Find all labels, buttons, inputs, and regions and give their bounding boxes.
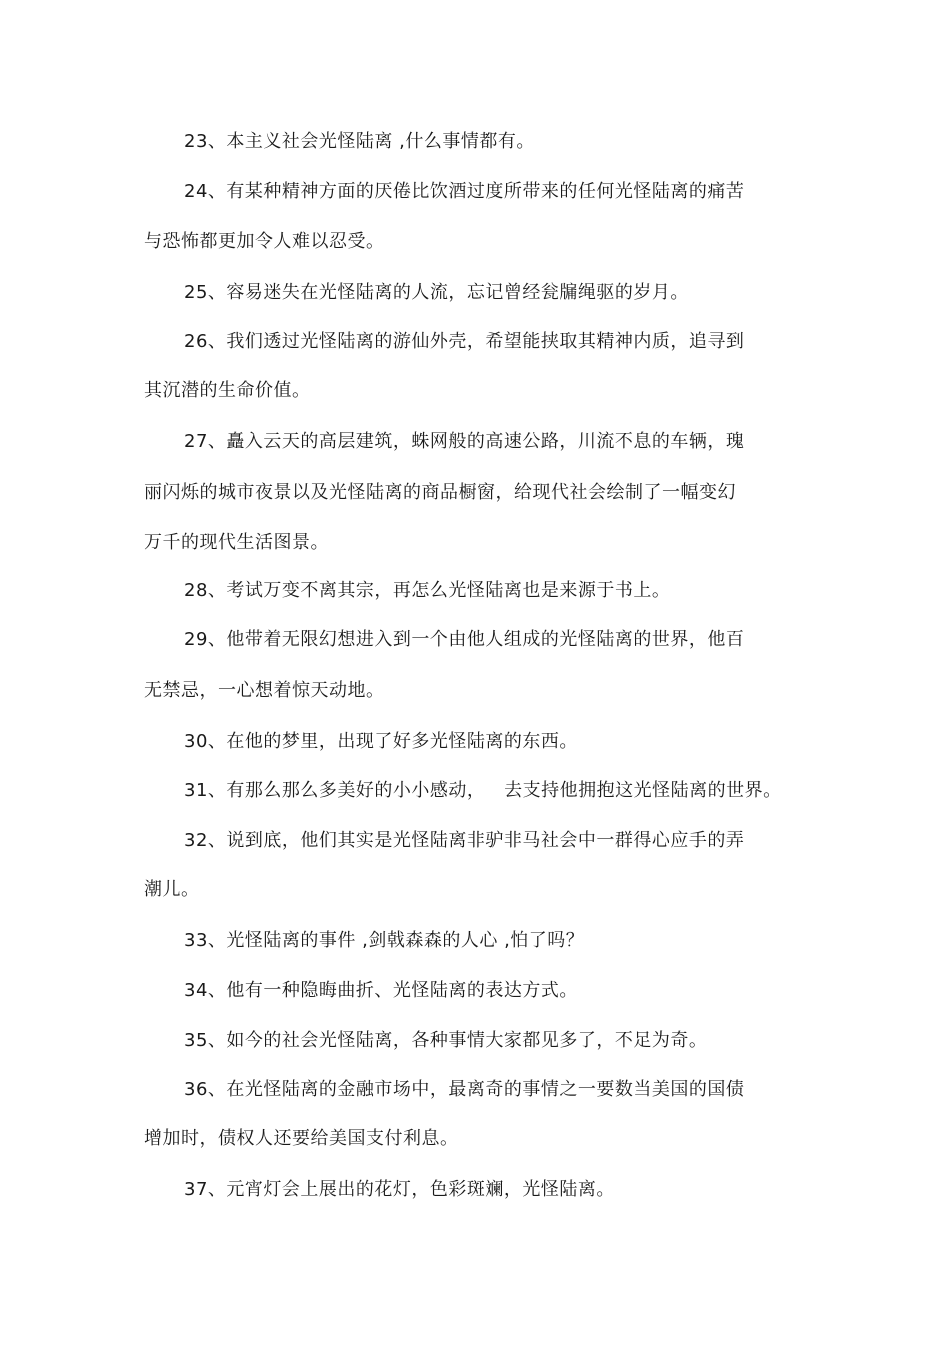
sentence-30: 30、在他的梦里，出现了好多光怪陆离的东西。 bbox=[184, 731, 578, 752]
sentence-33: 33、光怪陆离的事件 ,剑戟森森的人心 ,怕了吗？ bbox=[184, 930, 585, 951]
sentence-34: 34、他有一种隐晦曲折、光怪陆离的表达方式。 bbox=[184, 980, 578, 1001]
sentence-27-continuation-2: 万千的现代生活图景。 bbox=[144, 532, 329, 553]
sentence-27: 27、矗入云天的高层建筑，蛛网般的高速公路，川流不息的车辆，瑰 bbox=[184, 431, 745, 452]
sentence-24: 24、有某种精神方面的厌倦比饮酒过度所带来的任何光怪陆离的痛苦 bbox=[184, 181, 745, 202]
sentence-27-continuation-1: 丽闪烁的城市夜景以及光怪陆离的商品橱窗，给现代社会绘制了一幅变幻 bbox=[144, 482, 736, 503]
sentence-25: 25、容易迷失在光怪陆离的人流，忘记曾经瓮牖绳驱的岁月。 bbox=[184, 282, 689, 303]
sentence-36-continuation: 增加时，债权人还要给美国支付利息。 bbox=[144, 1128, 459, 1149]
sentence-36: 36、在光怪陆离的金融市场中，最离奇的事情之一要数当美国的国债 bbox=[184, 1079, 745, 1100]
sentence-29-continuation: 无禁忌，一心想着惊天动地。 bbox=[144, 680, 385, 701]
sentence-24-continuation: 与恐怖都更加令人难以忍受。 bbox=[144, 231, 385, 252]
sentence-26-continuation: 其沉潜的生命价值。 bbox=[144, 380, 311, 401]
sentence-29: 29、他带着无限幻想进入到一个由他人组成的光怪陆离的世界，他百 bbox=[184, 629, 745, 650]
sentence-32: 32、说到底，他们其实是光怪陆离非驴非马社会中一群得心应手的弄 bbox=[184, 830, 745, 851]
sentence-32-continuation: 潮儿。 bbox=[144, 879, 200, 900]
sentence-37: 37、元宵灯会上展出的花灯，色彩斑斓，光怪陆离。 bbox=[184, 1179, 615, 1200]
sentence-26: 26、我们透过光怪陆离的游仙外壳，希望能挟取其精神内质，追寻到 bbox=[184, 331, 745, 352]
sentence-23: 23、本主义社会光怪陆离 ,什么事情都有。 bbox=[184, 131, 535, 152]
sentence-31: 31、有那么那么多美好的小小感动， 去支持他拥抱这光怪陆离的世界。 bbox=[184, 780, 782, 801]
sentence-35: 35、如今的社会光怪陆离，各种事情大家都见多了，不足为奇。 bbox=[184, 1030, 708, 1051]
sentence-28: 28、考试万变不离其宗，再怎么光怪陆离也是来源于书上。 bbox=[184, 580, 671, 601]
